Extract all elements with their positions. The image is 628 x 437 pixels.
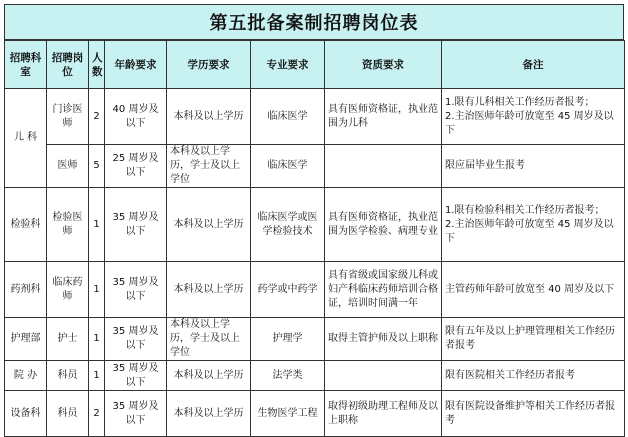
cell-major: 法学类 [251,361,325,391]
cell-qual: 具有医师资格证，执业范围为医学检验、病理专业 [325,188,442,262]
cell-qual [325,361,442,391]
cell-post: 检验医师 [47,188,89,262]
cell-count: 2 [89,89,105,145]
cell-edu: 本科及以上学历 [167,262,251,318]
header-age: 年龄要求 [105,41,167,89]
cell-count: 1 [89,188,105,262]
cell-age: 25 周岁及以下 [105,145,167,188]
cell-edu: 本科及以上学历，学士及以上学位 [167,318,251,361]
header-dept: 招聘科室 [5,41,47,89]
cell-major: 临床医学 [251,89,325,145]
cell-post: 临床药师 [47,262,89,318]
cell-qual [325,145,442,188]
cell-count: 1 [89,361,105,391]
cell-age: 40 周岁及以下 [105,89,167,145]
header-row [5,41,625,89]
header-post: 招聘岗位 [47,41,89,89]
cell-dept: 儿 科 [5,89,47,188]
cell-count: 2 [89,391,105,437]
cell-edu: 本科及以上学历 [167,89,251,145]
cell-dept: 院 办 [5,361,47,391]
recruitment-table [4,40,625,437]
cell-count: 1 [89,262,105,318]
cell-edu: 本科及以上学历 [167,188,251,262]
cell-major: 临床医学 [251,145,325,188]
cell-qual: 具有省级或国家级儿科或妇产科临床药师培训合格证，培训时间满一年 [325,262,442,318]
header-major: 专业要求 [251,41,325,89]
cell-major: 生物医学工程 [251,391,325,437]
table-row [5,188,625,262]
header-note: 备注 [442,41,625,89]
cell-major: 药学或中药学 [251,262,325,318]
cell-major: 临床医学或医学检验技术 [251,188,325,262]
table-row [5,145,625,188]
cell-count: 5 [89,145,105,188]
header-edu: 学历要求 [167,41,251,89]
cell-dept: 检验科 [5,188,47,262]
cell-note: 1.限有儿科相关工作经历者报考； 2.主治医师年龄可放宽至 45 周岁及以下 [442,89,625,145]
cell-post: 科员 [47,391,89,437]
table-row [5,318,625,361]
cell-post: 门诊医师 [47,89,89,145]
cell-edu: 本科及以上学历 [167,391,251,437]
cell-post: 医师 [47,145,89,188]
cell-note: 限应届毕业生报考 [442,145,625,188]
cell-note: 1.限有检验科相关工作经历者报考； 2.主治医师年龄可放宽至 45 周岁及以下 [442,188,625,262]
table-row [5,262,625,318]
cell-post: 护士 [47,318,89,361]
cell-age: 35 周岁及以下 [105,361,167,391]
cell-post: 科员 [47,361,89,391]
cell-edu: 本科及以上学历，学士及以上学位 [167,145,251,188]
cell-note: 限有医院设备维护等相关工作经历者报考 [442,391,625,437]
cell-major: 护理学 [251,318,325,361]
cell-dept: 药剂科 [5,262,47,318]
cell-qual: 具有医师资格证，执业范围为儿科 [325,89,442,145]
cell-dept: 护理部 [5,318,47,361]
cell-qual: 取得主管护师及以上职称 [325,318,442,361]
table-row [5,89,625,145]
cell-note: 限有医院相关工作经历者报考 [442,361,625,391]
cell-age: 35 周岁及以下 [105,262,167,318]
header-count: 人数 [89,41,105,89]
cell-note: 主管药师年龄可放宽至 40 周岁及以下 [442,262,625,318]
cell-count: 1 [89,318,105,361]
cell-dept: 设备科 [5,391,47,437]
table-row [5,361,625,391]
cell-qual: 取得初级助理工程师及以上职称 [325,391,442,437]
cell-age: 35 周岁及以下 [105,391,167,437]
header-qual: 资质要求 [325,41,442,89]
cell-edu: 本科及以上学历 [167,361,251,391]
cell-note: 限有五年及以上护理管理相关工作经历者报考 [442,318,625,361]
cell-age: 35 周岁及以下 [105,318,167,361]
cell-age: 35 周岁及以下 [105,188,167,262]
page-title: 第五批备案制招聘岗位表 [4,4,624,40]
